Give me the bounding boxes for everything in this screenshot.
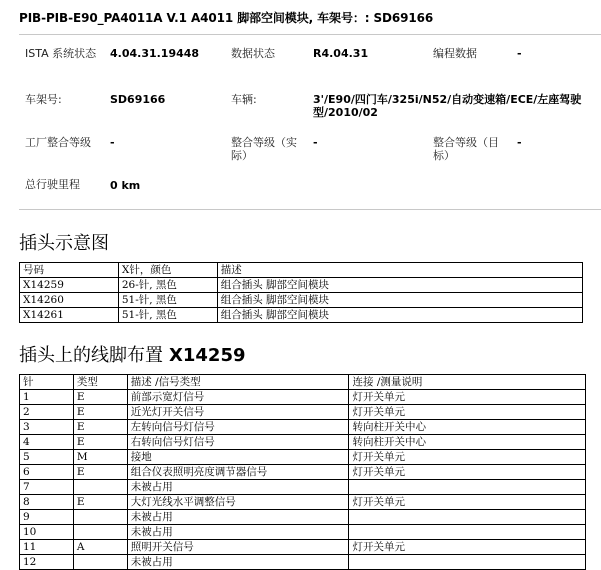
- table-cell: [349, 510, 586, 525]
- table-cell: 未被占用: [127, 525, 349, 540]
- table-cell: [349, 480, 586, 495]
- table-cell: [73, 555, 127, 570]
- column-header: 描述: [217, 263, 582, 278]
- mileage-label: 总行驶里程: [25, 178, 80, 191]
- table-cell: 灯开关单元: [349, 405, 586, 420]
- table-row: [20, 555, 586, 570]
- table-cell: 近光灯开关信号: [127, 405, 349, 420]
- pin-table-header: [20, 375, 586, 390]
- table-cell: 4: [20, 435, 74, 450]
- programming-data-value: -: [517, 47, 522, 60]
- table-cell: 51-针, 黑色: [118, 308, 217, 323]
- table-cell: 3: [20, 420, 74, 435]
- plug-table: [19, 262, 583, 323]
- table-cell: 转向柱开关中心: [349, 420, 586, 435]
- table-row: [20, 525, 586, 540]
- table-cell: 组合插头 脚部空间模块: [217, 278, 582, 293]
- factory-level-label: 工厂整合等级: [25, 136, 91, 149]
- table-cell: 5: [20, 450, 74, 465]
- column-header: 号码: [20, 263, 119, 278]
- programming-data-label: 编程数据: [433, 47, 477, 60]
- table-cell: 组合插头 脚部空间模块: [217, 293, 582, 308]
- table-cell: 6: [20, 465, 74, 480]
- table-row: [20, 435, 586, 450]
- table-row: [20, 540, 586, 555]
- table-cell: [349, 525, 586, 540]
- table-row: [20, 510, 586, 525]
- table-cell: 12: [20, 555, 74, 570]
- table-cell: 右转向信号灯信号: [127, 435, 349, 450]
- table-cell: 8: [20, 495, 74, 510]
- ista-status-value: 4.04.31.19448: [110, 47, 200, 60]
- table-cell: 未被占用: [127, 510, 349, 525]
- connector-code: X14259: [169, 345, 246, 366]
- table-cell: 2: [20, 405, 74, 420]
- table-cell: 51-针, 黑色: [118, 293, 217, 308]
- table-cell: E: [73, 405, 127, 420]
- table-cell: 11: [20, 540, 74, 555]
- table-row: [20, 293, 583, 308]
- table-cell: E: [73, 465, 127, 480]
- vehicle-label: 车辆:: [231, 93, 257, 106]
- table-cell: 未被占用: [127, 555, 349, 570]
- table-cell: E: [73, 435, 127, 450]
- factory-level-value: -: [110, 136, 115, 149]
- table-cell: [349, 555, 586, 570]
- pin-assignment-heading: [19, 341, 246, 367]
- table-row: [20, 480, 586, 495]
- table-cell: 未被占用: [127, 480, 349, 495]
- vin-value: SD69166: [110, 93, 166, 106]
- table-cell: 灯开关单元: [349, 465, 586, 480]
- vin-label: 车架号:: [25, 93, 62, 106]
- table-row: [20, 495, 586, 510]
- pin-assignment-title: 插头上的线脚布置: [19, 345, 163, 366]
- mileage-value: 0 km: [110, 179, 141, 192]
- column-header: 类型: [73, 375, 127, 390]
- plug-table-header: [20, 263, 583, 278]
- table-cell: 照明开关信号: [127, 540, 349, 555]
- table-cell: 灯开关单元: [349, 450, 586, 465]
- table-row: [20, 405, 586, 420]
- document-title: PIB-PIB-E90_PA4011A V.1 A4011 脚部空间模块, 车架号：: SD69166: [19, 11, 434, 25]
- table-cell: 接地: [127, 450, 349, 465]
- table-cell: 前部示宽灯信号: [127, 390, 349, 405]
- column-header: 连接 /测量说明: [349, 375, 586, 390]
- table-cell: X14259: [20, 278, 119, 293]
- table-row: [20, 390, 586, 405]
- table-cell: 灯开关单元: [349, 540, 586, 555]
- table-cell: E: [73, 420, 127, 435]
- target-level-value: -: [517, 136, 522, 149]
- table-cell: 左转向信号灯信号: [127, 420, 349, 435]
- table-cell: 灯开关单元: [349, 390, 586, 405]
- table-cell: 组合仪表照明亮度调节器信号: [127, 465, 349, 480]
- table-cell: 26-针, 黑色: [118, 278, 217, 293]
- target-level-label: 整合等级（目标）: [433, 136, 499, 162]
- column-header: 针: [20, 375, 74, 390]
- table-cell: M: [73, 450, 127, 465]
- vehicle-value: 3'/E90/四门车/325i/N52/自动变速箱/ECE/左座驾驶型/2010/02: [313, 93, 582, 119]
- table-cell: 灯开关单元: [349, 495, 586, 510]
- table-row: [20, 465, 586, 480]
- table-cell: [73, 480, 127, 495]
- table-cell: X14261: [20, 308, 119, 323]
- table-cell: 7: [20, 480, 74, 495]
- table-cell: E: [73, 390, 127, 405]
- table-cell: 大灯光线水平调整信号: [127, 495, 349, 510]
- table-cell: 9: [20, 510, 74, 525]
- ista-status-label: ISTA 系统状态: [25, 47, 97, 60]
- vehicle-info-panel: [19, 34, 601, 210]
- table-cell: [73, 510, 127, 525]
- table-row: [20, 450, 586, 465]
- plug-diagram-heading: 插头示意图: [19, 233, 109, 254]
- table-row: [20, 308, 583, 323]
- actual-level-label: 整合等级（实际）: [231, 136, 297, 162]
- table-cell: X14260: [20, 293, 119, 308]
- pin-table: [19, 374, 586, 570]
- table-cell: E: [73, 495, 127, 510]
- table-cell: 组合插头 脚部空间模块: [217, 308, 582, 323]
- table-cell: A: [73, 540, 127, 555]
- data-status-label: 数据状态: [231, 47, 275, 60]
- table-row: [20, 278, 583, 293]
- table-row: [20, 420, 586, 435]
- table-cell: 转向柱开关中心: [349, 435, 586, 450]
- data-status-value: R4.04.31: [313, 47, 369, 60]
- column-header: X针，颜色: [118, 263, 217, 278]
- table-cell: [73, 525, 127, 540]
- column-header: 描述 /信号类型: [127, 375, 349, 390]
- table-cell: 1: [20, 390, 74, 405]
- table-cell: 10: [20, 525, 74, 540]
- actual-level-value: -: [313, 136, 318, 149]
